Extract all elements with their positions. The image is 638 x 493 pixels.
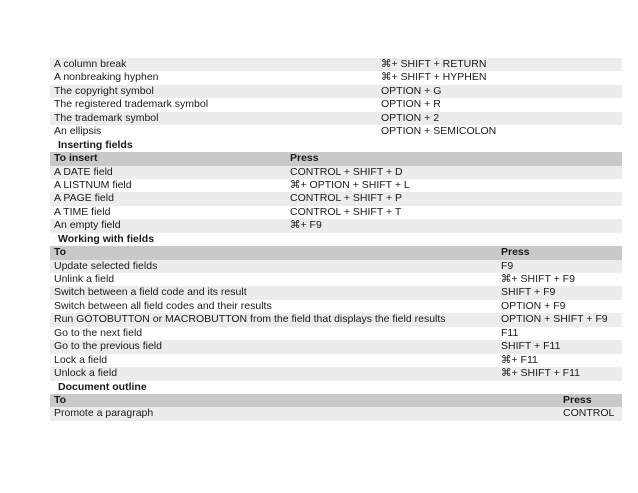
column-header: To — [54, 393, 67, 406]
keys-cell: F9 — [501, 259, 514, 272]
action-cell: Switch between all field codes and their results — [54, 299, 272, 312]
table-header — [50, 246, 622, 259]
table-row — [50, 179, 622, 192]
table-row — [50, 206, 622, 219]
keys-cell: ⌘+ SHIFT + RETURN — [381, 58, 487, 70]
keys-cell: ⌘+ OPTION + SHIFT + L — [290, 178, 410, 191]
keys-cell: F11 — [501, 326, 519, 339]
action-cell: Go to the previous field — [54, 340, 162, 353]
table-row — [50, 125, 622, 138]
action-cell: A nonbreaking hyphen — [54, 71, 159, 84]
action-cell: A LISTNUM field — [54, 178, 132, 191]
keys-cell: SHIFT + F9 — [501, 286, 556, 299]
table-row — [50, 58, 622, 71]
action-cell: Go to the next field — [54, 326, 143, 339]
table-row — [50, 192, 622, 205]
column-header: To — [54, 246, 67, 259]
keys-cell: OPTION + SHIFT + F9 — [501, 313, 608, 326]
action-cell: An ellipsis — [54, 125, 102, 138]
action-cell: Run GOTOBUTTON or MACROBUTTON from the field that displays the field results — [54, 313, 446, 326]
action-cell: Unlock a field — [54, 367, 118, 380]
section-title-working-with-fields: Working with fields — [50, 233, 622, 246]
action-cell: Switch between a field code and its result — [54, 286, 247, 299]
table-row — [50, 286, 622, 299]
table-row — [50, 407, 622, 420]
table-row — [50, 98, 622, 111]
keys-cell: ⌘+ SHIFT + F11 — [501, 367, 580, 380]
action-cell: Unlink a field — [54, 273, 115, 285]
action-cell: An empty field — [54, 219, 121, 232]
action-cell: Promote a paragraph — [54, 407, 154, 420]
keys-cell: CONTROL + SHIFT + P — [290, 192, 403, 205]
table-row — [50, 367, 622, 380]
column-header: Press — [290, 152, 319, 165]
table-row — [50, 85, 622, 98]
table-row — [50, 71, 622, 84]
table-row — [50, 327, 622, 340]
shortcut-table — [50, 58, 622, 421]
action-cell: Update selected fields — [54, 259, 158, 272]
keys-cell: OPTION + F9 — [501, 299, 566, 312]
keys-cell: SHIFT + F11 — [501, 340, 561, 353]
keys-cell: OPTION + R — [381, 98, 441, 111]
column-header: Press — [563, 393, 592, 406]
keys-cell: CONTROL + SHIFT + D — [290, 165, 403, 178]
table-row — [50, 112, 622, 125]
table-row — [50, 219, 622, 232]
table-row — [50, 313, 622, 326]
keys-cell: CONTROL — [563, 407, 615, 420]
keys-cell: ⌘+ F11 — [501, 353, 538, 366]
action-cell: The copyright symbol — [54, 84, 154, 97]
table-row — [50, 340, 622, 353]
table-row — [50, 300, 622, 313]
action-cell: A column break — [54, 58, 127, 70]
keys-cell: OPTION + SEMICOLON — [381, 125, 497, 138]
keys-cell: CONTROL + SHIFT + T — [290, 205, 402, 218]
table-row — [50, 166, 622, 179]
action-cell: The registered trademark symbol — [54, 98, 209, 111]
action-cell: A TIME field — [54, 205, 111, 218]
action-cell: The trademark symbol — [54, 111, 159, 124]
keys-cell: ⌘+ SHIFT + F9 — [501, 273, 575, 285]
section-title-inserting-fields: Inserting fields — [50, 139, 622, 152]
keys-cell: OPTION + 2 — [381, 111, 440, 124]
table-row — [50, 273, 622, 286]
keys-cell: ⌘+ SHIFT + HYPHEN — [381, 71, 487, 84]
action-cell: A DATE field — [54, 165, 113, 178]
column-header: To insert — [54, 152, 98, 165]
keys-cell: OPTION + G — [381, 84, 442, 97]
table-row — [50, 260, 622, 273]
section-title-document-outline: Document outline — [50, 381, 622, 394]
keys-cell: ⌘+ F9 — [290, 219, 322, 232]
table-header — [50, 394, 622, 407]
table-header — [50, 152, 622, 165]
column-header: Press — [501, 246, 530, 259]
action-cell: A PAGE field — [54, 192, 114, 205]
table-row — [50, 354, 622, 367]
action-cell: Lock a field — [54, 353, 108, 366]
